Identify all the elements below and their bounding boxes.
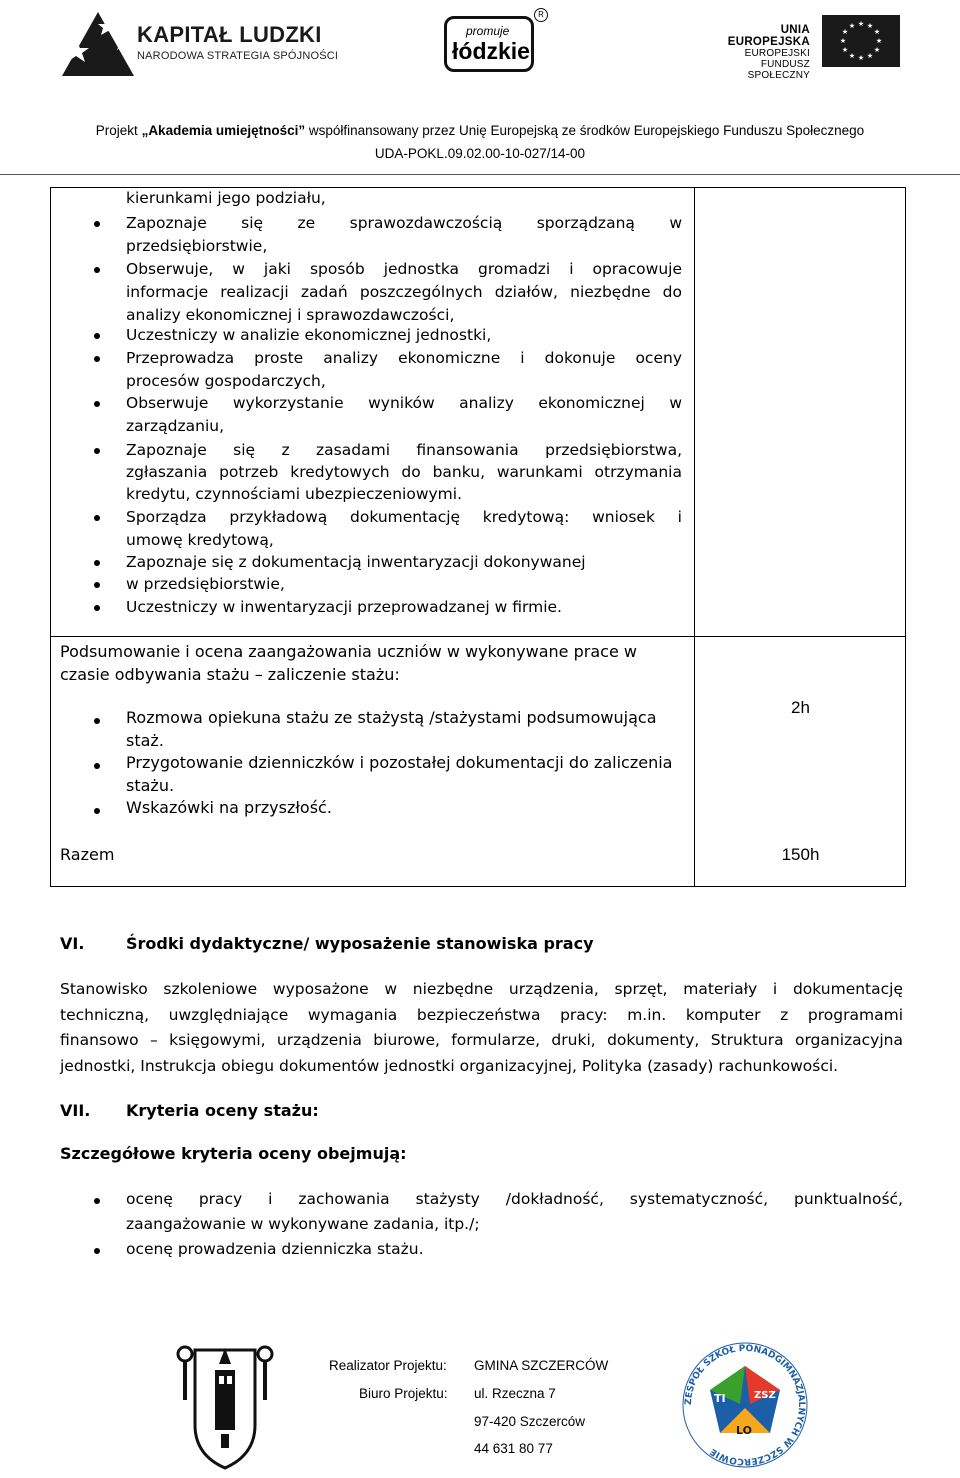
ue-line-1: UNIA EUROPEJSKA xyxy=(727,24,810,48)
project-code: UDA-POKL.09.02.00-10-027/14-00 xyxy=(374,146,586,161)
section-7-number: VII. xyxy=(60,1101,91,1120)
bullet-icon xyxy=(94,560,100,566)
promuje-label: promuje xyxy=(466,24,510,38)
list-item: przedsiębiorstwie, xyxy=(126,237,268,255)
school-emblem-icon xyxy=(680,1338,810,1472)
list-item: umowę kredytową, xyxy=(126,531,274,549)
svg-text:★: ★ xyxy=(848,22,856,30)
svg-text:★: ★ xyxy=(857,54,865,62)
section-6-paragraph-line: jednostki, Instrukcja obiegu dokumentów jednostki organizacyjnej, Polityka (zasady) rachunkowości. xyxy=(60,1057,839,1075)
bullet-icon xyxy=(94,582,100,588)
svg-text:★: ★ xyxy=(866,52,874,60)
list-item: Zapoznaje się z dokumentacją inwentaryzacji dokonywanej xyxy=(126,553,586,571)
eu-flag-icon xyxy=(822,15,900,67)
total-time: 150h xyxy=(781,845,820,864)
registered-icon: R xyxy=(534,8,548,22)
svg-text:★: ★ xyxy=(873,28,881,36)
postal-code: 97-420 Szczerców xyxy=(474,1414,586,1429)
section-6-paragraph-line: finansowo – księgowymi, urządzenia biurowe, formularze, druki, dokumenty, Struktura organizacyjna xyxy=(60,1031,903,1049)
realizator-value: GMINA SZCZERCÓW xyxy=(474,1358,609,1373)
coat-of-arms-icon xyxy=(175,1330,275,1470)
bullet-icon xyxy=(94,1248,100,1254)
kapital-ludzki-emblem-icon xyxy=(62,12,134,76)
school-ti-label: TI xyxy=(714,1392,726,1405)
criteria-item: ocenę prowadzenia dzienniczka stażu. xyxy=(126,1240,424,1258)
list-item: informacje realizacji zadań poszczególnych działów, niezbędne do xyxy=(126,283,682,301)
section-6-paragraph-line: Stanowisko szkoleniowe wyposażone w niezbędne urządzenia, sprzęt, materiały i dokumentację xyxy=(60,980,903,998)
school-logo xyxy=(680,1338,810,1472)
list-item: analizy ekonomicznej i sprawozdawczości, xyxy=(126,306,455,324)
project-line xyxy=(0,123,960,138)
section-6-number: VI. xyxy=(60,934,85,953)
list-item: Zapoznaje się ze sprawozdawczością sporządzaną w xyxy=(126,214,682,232)
svg-text:★: ★ xyxy=(873,46,881,54)
svg-text:★: ★ xyxy=(841,46,849,54)
list-item: kredytu, czynnościami ubezpieczeniowymi. xyxy=(126,485,463,503)
list-item: Przeprowadza proste analizy ekonomiczne i dokonuje oceny xyxy=(126,349,682,367)
list-item: w przedsiębiorstwie, xyxy=(126,575,285,593)
list-item: Obserwuje, w jaki sposób jednostka gromadzi i opracowuje xyxy=(126,260,682,278)
list-item: Zapoznaje się z zasadami finansowania przedsiębiorstwa, xyxy=(126,441,682,459)
list-item: Wskazówki na przyszłość. xyxy=(126,798,332,817)
list-item: staż. xyxy=(126,731,164,750)
bullet-icon xyxy=(94,333,100,339)
list-item: zarządzaniu, xyxy=(126,417,224,435)
svg-text:★: ★ xyxy=(839,37,847,45)
list-item: zgłaszania potrzeb kredytowych do banku, warunkami otrzymania xyxy=(126,463,682,481)
section-6-title: Środki dydaktyczne/ wyposażenie stanowiska pracy xyxy=(126,934,594,953)
list-item: Uczestniczy w analizie ekonomicznej jednostki, xyxy=(126,326,492,344)
project-name: „Akademia umiejętności” xyxy=(141,123,306,138)
ue-line-3: FUNDUSZ SPOŁECZNY xyxy=(747,59,810,81)
svg-text:★: ★ xyxy=(841,28,849,36)
section-7-subtitle: Szczegółowe kryteria oceny obejmują: xyxy=(60,1144,407,1163)
kapital-ludzki-logo xyxy=(62,12,134,76)
realizator-label: Realizator Projektu: xyxy=(329,1358,447,1373)
criteria-item: ocenę pracy i zachowania stażysty /dokładność, systematyczność, punktualność, xyxy=(126,1190,903,1208)
ue-line-2: EUROPEJSKI xyxy=(744,48,810,59)
summary-intro: Podsumowanie i ocena zaangażowania uczniów w wykonywane prace w xyxy=(60,642,637,661)
list-item: Przygotowanie dzienniczków i pozostałej dokumentacji do zaliczenia xyxy=(126,753,673,772)
phone-number: 44 631 80 77 xyxy=(474,1441,553,1456)
svg-text:★: ★ xyxy=(857,20,865,28)
biuro-label: Biuro Projektu: xyxy=(359,1386,448,1401)
bullet-icon xyxy=(94,401,100,407)
lodzkie-label: łódzkie xyxy=(452,38,530,64)
bullet-icon xyxy=(94,605,100,611)
svg-text:★: ★ xyxy=(848,52,856,60)
list-item: Obserwuje wykorzystanie wyników analizy ekonomicznej w xyxy=(126,394,682,412)
table-column-divider xyxy=(694,187,695,887)
school-ring-text: ZESPÓŁ SZKÓŁ PONADGIMNAZJALNYCH W SZCZERCOWIE xyxy=(683,1343,807,1467)
section-7-title: Kryteria oceny stażu: xyxy=(126,1101,319,1120)
list-item: kierunkami jego podziału, xyxy=(126,189,326,207)
project-suffix: współfinansowany przez Unię Europejską ze środków Europejskiego Funduszu Społecznego xyxy=(305,123,865,138)
bullet-icon xyxy=(94,448,100,454)
project-prefix: Projekt xyxy=(95,123,142,138)
list-item: Uczestniczy w inwentaryzacji przeprowadzanej w firmie. xyxy=(126,598,562,616)
bullet-icon xyxy=(94,356,100,362)
promuje-lodzkie-logo xyxy=(440,8,550,74)
bullet-icon xyxy=(94,808,100,814)
school-zsz-label: ZSZ xyxy=(754,1390,776,1401)
bullet-icon xyxy=(94,267,100,273)
kapital-ludzki-title: KAPITAŁ LUDZKI xyxy=(137,22,322,47)
ue-efs-text xyxy=(700,24,810,81)
svg-text:★: ★ xyxy=(875,37,883,45)
list-item: stażu. xyxy=(126,776,175,795)
szczercow-coat-of-arms xyxy=(175,1330,275,1470)
bullet-icon xyxy=(94,221,100,227)
criteria-item: zaangażowanie w wykonywane zadania, itp./; xyxy=(126,1215,480,1233)
bullet-icon xyxy=(94,718,100,724)
list-item: Rozmowa opiekuna stażu ze stażystą /stażystami podsumowująca xyxy=(126,708,657,727)
bullet-icon xyxy=(94,763,100,769)
school-lo-label: LO xyxy=(736,1424,752,1437)
svg-text:★: ★ xyxy=(866,22,874,30)
list-item: Sporządza przykładową dokumentację kredytową: wniosek i xyxy=(126,508,682,526)
kapital-ludzki-text xyxy=(137,22,338,62)
total-label: Razem xyxy=(60,845,115,864)
table-row-divider xyxy=(50,636,906,637)
bullet-icon xyxy=(94,1198,100,1204)
biuro-value: ul. Rzeczna 7 xyxy=(474,1386,556,1401)
list-item: procesów gospodarczych, xyxy=(126,372,326,390)
header-divider xyxy=(0,174,960,175)
section-6-paragraph-line: techniczną, uwzględniające wymagania bezpieczeństwa pracy: m.in. komputer z programami xyxy=(60,1006,903,1024)
kapital-ludzki-subtitle: NARODOWA STRATEGIA SPÓJNOŚCI xyxy=(137,50,339,62)
row-2-time: 2h xyxy=(791,698,810,717)
summary-intro: czasie odbywania stażu – zaliczenie stażu: xyxy=(60,665,400,684)
bullet-icon xyxy=(94,515,100,521)
